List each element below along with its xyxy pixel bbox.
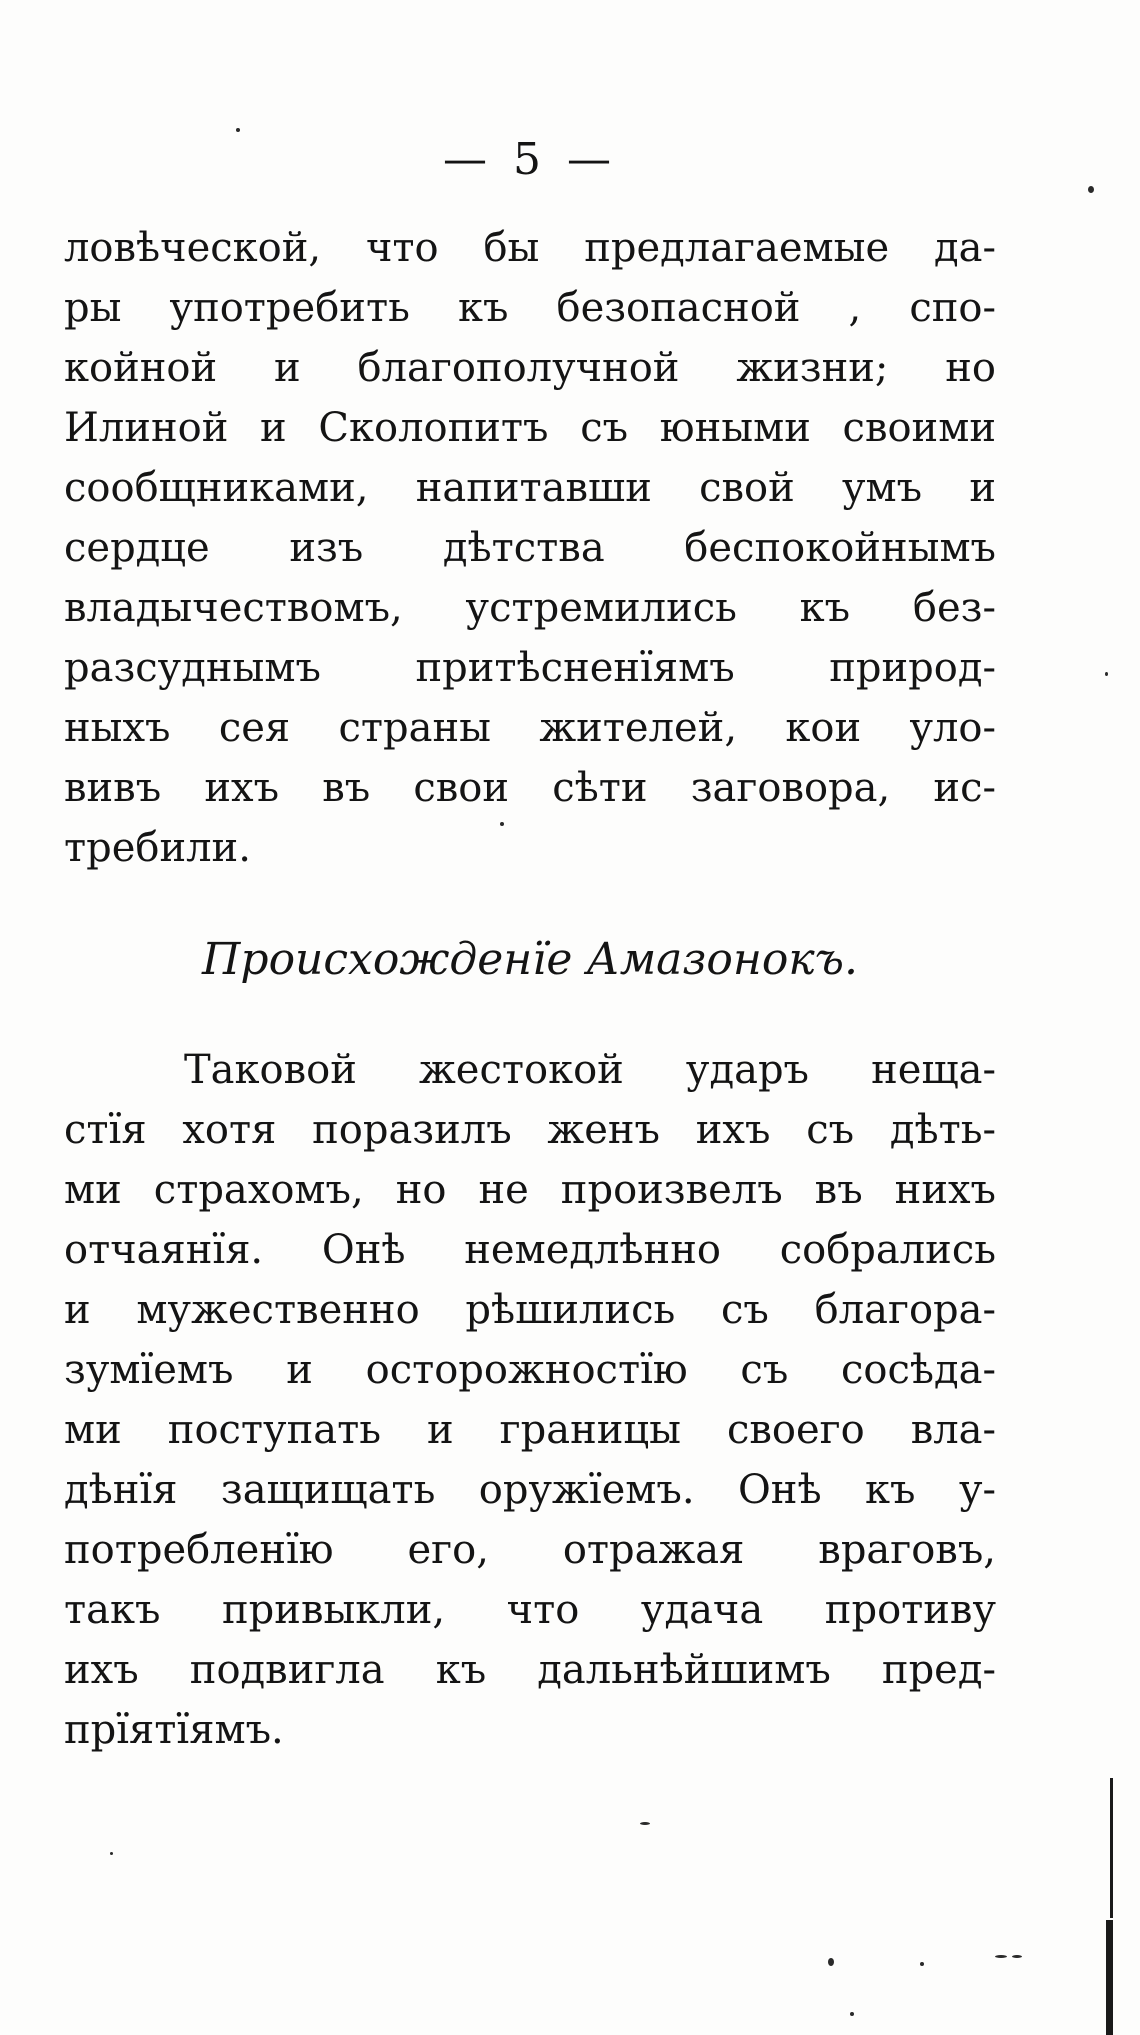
paragraph-2 [64,1040,996,1760]
text-line: отчаянїя. Онѣ немедлѣнно собрались [64,1227,996,1273]
scan-speck [1105,672,1108,676]
scan-speck [500,822,504,826]
scan-speck [850,2012,854,2016]
text-line: ныхъ сея страны жителей, кои уло- [64,705,996,751]
text-line: потребленїю его, отражая враговъ, [64,1527,996,1573]
text-line: ры употребить къ безопасной , спо- [64,285,996,331]
text-line: ихъ подвигла къ дальнѣйшимъ пред- [64,1647,996,1693]
scan-edge-mark [1106,1920,1113,2035]
text-line: ми страхомъ, но не произвелъ въ нихъ [64,1167,996,1213]
text-line: требили. [64,825,251,871]
text-line: ловѣческой, что бы предлагаемые да- [64,225,996,271]
scan-speck [995,1955,1007,1958]
text-line: стїя хотя поразилъ женъ ихъ съ дѣть- [64,1107,996,1153]
scan-speck [1088,186,1094,193]
scan-speck [236,128,240,132]
text-line: прїятїямъ. [64,1707,284,1753]
scan-speck [640,1822,650,1825]
text-line: сердце изъ дѣтства беспокойнымъ [64,525,996,571]
scan-speck [920,1962,924,1966]
scan-speck [110,1852,113,1855]
scan-speck [1012,1955,1022,1958]
text-line: разсуднымъ притѣсненїямъ природ- [64,645,996,691]
text-line: владычествомъ, устремились къ без- [64,585,996,631]
text-line: вивъ ихъ въ свои сѣти заговора, ис- [64,765,996,811]
text-line: ми поступать и границы своего вла- [64,1407,996,1453]
text-line: Илиной и Сколопитъ съ юными своими [64,405,996,451]
scan-edge-mark [1110,1778,1113,1918]
text-line: зумїемъ и осторожностїю съ сосѣда- [64,1347,996,1393]
scan-speck [828,1958,834,1966]
section-heading: Происхожденїе Амазонокъ. [202,934,858,985]
text-line: койной и благополучной жизни; но [64,345,996,391]
text-line: такъ привыкли, что удача противу [64,1587,996,1633]
text-line: и мужественно рѣшились съ благора- [64,1287,996,1333]
paragraph-1 [64,218,996,878]
text-line: сообщниками, напитавши свой умъ и [64,465,996,511]
text-line: дѣнїя защищать оружїемъ. Онѣ къ у- [64,1467,996,1513]
page-number: — 5 — [443,134,617,185]
text-line: Таковой жестокой ударъ неща- [184,1047,996,1093]
